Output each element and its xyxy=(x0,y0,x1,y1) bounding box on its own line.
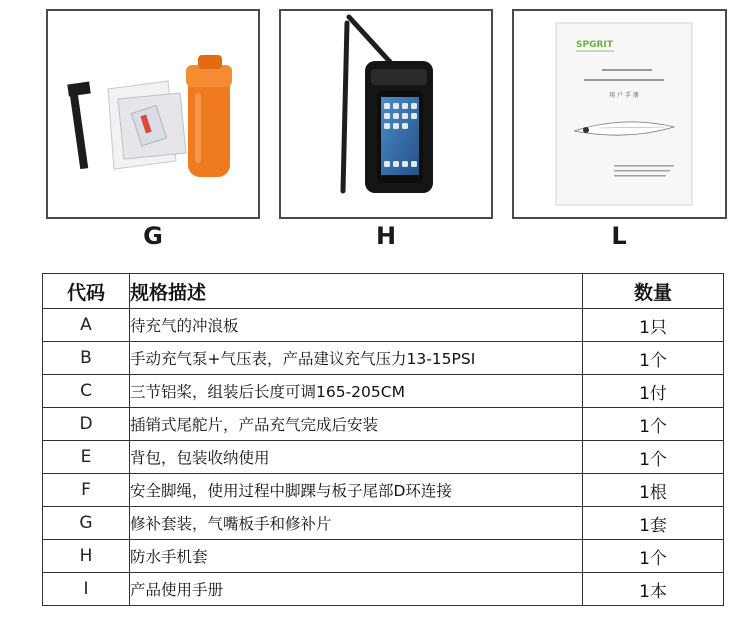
phone-case-illustration xyxy=(281,11,491,217)
row-quantity: 1套 xyxy=(583,507,724,540)
row-quantity: 1根 xyxy=(583,474,724,507)
row-description: 插销式尾舵片，产品充气完成后安装 xyxy=(130,408,583,441)
image-label-h: H xyxy=(375,222,397,250)
table-row xyxy=(43,375,724,408)
row-description: 待充气的冲浪板 xyxy=(130,309,583,342)
row-quantity: 1个 xyxy=(583,540,724,573)
row-quantity: 1个 xyxy=(583,342,724,375)
row-quantity: 1本 xyxy=(583,573,724,606)
table-row xyxy=(43,342,724,375)
header-quantity: 数量 xyxy=(583,274,724,309)
row-code: D xyxy=(43,408,130,441)
manual-illustration xyxy=(514,11,725,217)
row-code: B xyxy=(43,342,130,375)
row-code: G xyxy=(43,507,130,540)
table-row xyxy=(43,441,724,474)
table-row xyxy=(43,573,724,606)
row-quantity: 1个 xyxy=(583,441,724,474)
image-label-g: G xyxy=(143,222,163,250)
manual-cover xyxy=(556,23,692,205)
row-code: E xyxy=(43,441,130,474)
manual-brand: SPGRIT xyxy=(576,40,613,50)
row-description: 手动充气泵+气压表，产品建议充气压力13-15PSI xyxy=(130,342,583,375)
repair-kit-illustration xyxy=(48,11,258,217)
row-description: 产品使用手册 xyxy=(130,573,583,606)
header-code: 代码 xyxy=(43,274,130,309)
row-code: A xyxy=(43,309,130,342)
table-row xyxy=(43,309,724,342)
patch-sheet-icon xyxy=(108,81,186,169)
product-image-repair-kit xyxy=(46,9,260,219)
product-image-phone-case xyxy=(279,9,493,219)
table-row xyxy=(43,474,724,507)
table-row xyxy=(43,507,724,540)
product-image-user-manual xyxy=(512,9,727,219)
valve-wrench-icon xyxy=(67,82,90,170)
row-description: 安全脚绳，使用过程中脚踝与板子尾部D环连接 xyxy=(130,474,583,507)
table-row xyxy=(43,408,724,441)
row-description: 修补套装，气嘴板手和修补片 xyxy=(130,507,583,540)
header-description: 规格描述 xyxy=(130,274,583,309)
image-label-l: L xyxy=(611,222,627,250)
spec-table xyxy=(42,273,724,606)
row-quantity: 1只 xyxy=(583,309,724,342)
row-code: F xyxy=(43,474,130,507)
manual-title: 用 户 手 册 xyxy=(609,92,639,99)
table-header-row xyxy=(43,274,724,309)
table-row xyxy=(43,540,724,573)
row-description: 防水手机套 xyxy=(130,540,583,573)
row-code: I xyxy=(43,573,130,606)
row-code: C xyxy=(43,375,130,408)
row-description: 背包，包装收纳使用 xyxy=(130,441,583,474)
row-description: 三节铝桨，组装后长度可调165-205CM xyxy=(130,375,583,408)
row-code: H xyxy=(43,540,130,573)
storage-tube-icon xyxy=(186,55,232,177)
row-quantity: 1个 xyxy=(583,408,724,441)
row-quantity: 1付 xyxy=(583,375,724,408)
waterproof-pouch-icon xyxy=(365,61,433,193)
